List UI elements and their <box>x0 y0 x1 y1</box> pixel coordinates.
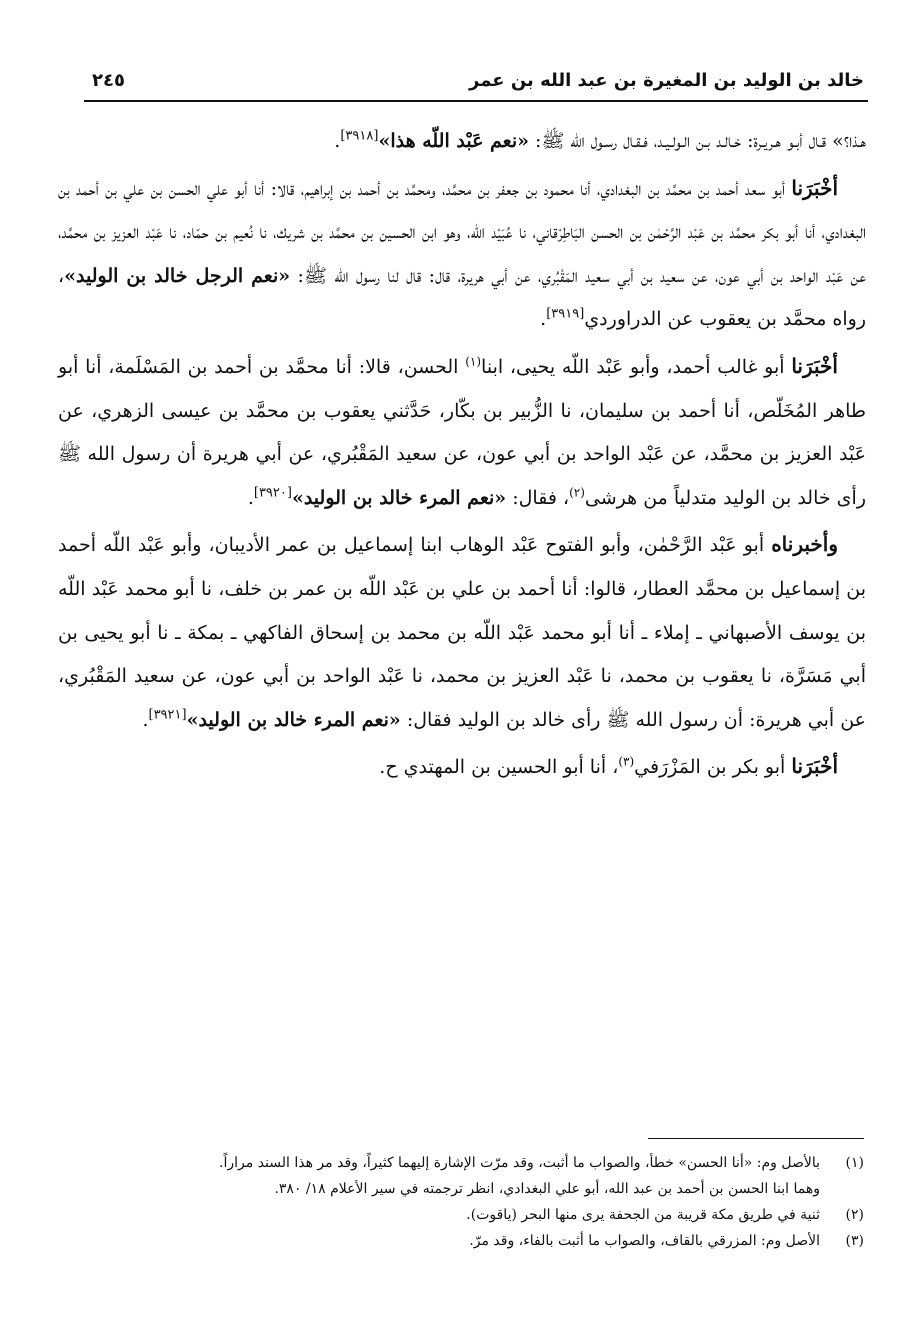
footnote-text: بالأصل وم: «أنا الحسن» خطأ، والصواب ما أثبت، وقد مرّت الإشارة إليهما كثيراً، وقد مر هذا السند مراراً. <box>219 1155 820 1171</box>
paragraph-lead: أخْبَرَنا <box>791 353 838 378</box>
footnote-text: الأصل وم: المزرقي بالقاف، والصواب ما أثبت بالفاء، وقد مرّ. <box>469 1233 820 1249</box>
footnote-3 <box>92 1228 864 1254</box>
footnote-number: (٢) <box>845 1207 864 1223</box>
footnote-number: (٣) <box>845 1233 864 1249</box>
footnote-text: ثنية في طريق مكة قريبة من الجحفة يرى منها البحر (ياقوت). <box>466 1207 820 1223</box>
paragraph-lead: وأخبرناه <box>771 532 838 557</box>
paragraph-1 <box>58 120 866 164</box>
paragraph-text-3: ، فقال: <box>506 486 570 509</box>
paragraph-5 <box>58 745 866 790</box>
footnote-rule <box>648 1138 864 1139</box>
footnote-1-continuation: وهما ابنا الحسن بن أحمد بن عبد الله، أبو علي البغدادي، انظر ترجمته في سير الأعلام ١٨/ ٣٨٠. <box>274 1181 820 1197</box>
footnotes <box>92 1150 864 1254</box>
hadith-number: [٣٩٢٠] <box>253 485 292 501</box>
hadith-number: [٣٩٢١] <box>148 707 187 723</box>
paragraph-text-2: الحسن، قالا: أنا محمَّد بن أحمد بن المَسْلَمة، أنا أبو طاهر المُخَلّص، أنا أحمد بن سليمان، نا الزُّبير بن بكّار، حَدَّثني يعقوب بن محمَّد بن عيسى الزهري، عن عَبْد العزيز بن محمَّد، عن عَبْد الواحد بن أبي عون، عن سعيد المَقْبُري، عن أبي هريرة أن رسول الله ﷺ رأى خالد بن الوليد متدلياً من هرشى <box>58 355 866 509</box>
paragraph-end: . <box>540 308 547 331</box>
hadith-quote: «نعم الرجل خالد بن الوليد» <box>64 264 291 287</box>
paragraph-text: أبو غالب أحمد، وأبو عَبْد اللّه يحيى، ابنا <box>481 355 792 378</box>
paragraph-text: أبو عَبْد الرَّحْمٰن، وأبو الفتوح عَبْد الوهاب ابنا إسماعيل بن عمر الأديبان، وأبو عَبْد اللّه أحمد بن إسماعيل بن محمَّد العطار، قالوا: أنا أحمد بن علي بن عَبْد اللّه بن عمر بن خلف، نا أبو محمد عَبْد اللّه بن يوسف الأصبهاني ـ إملاء ـ أنا أبو محمد عَبْد اللّه بن محمد بن إسحاق الفاكهي ـ بمكة ـ نا أبو يحيى بن أبي مَسَرَّة، نا يعقوب بن محمد، نا عَبْد العزيز بن محمد، نا عَبْد الواحد بن أبي عون، عن سعيد المَقْبُري، عن أبي هريرة: أن رسول الله ﷺ رأى خالد بن الوليد فقال: <box>58 534 867 731</box>
footnote-number: (١) <box>845 1155 864 1171</box>
paragraph-text: أبو سعد أحمد بن محمَّد بن البغدادي، أنا محمود بن جعفر بن محمَّد، ومحمَّد بن أحمد بن إبراهيم، قالا: أنا أبو علي الحسن بن علي بن أحمد بن البغدادي، أنا أبو بكر محمَّد بن عَبْد الرَّحْمٰن بن الحسن البَاطِرْقاني، نا عُبَيْد اللّه، وهو ابن الحسين بن محمَّد بن شريك، نا نُعيم بن حمّاد، نا عَبْد العزيز بن محمَّد، عن عَبْد الواحد بن أبي عون، عن سعيد بن أبي سعيد المَقْبُري، عن أبي هريرة، قال: قال لنا رسول الله ﷺ: <box>58 177 867 287</box>
running-title: خالد بن الوليد بن المغيرة بن عبد الله بن عمر <box>469 69 864 91</box>
hadith-number: [٣٩١٩] <box>546 307 585 323</box>
hadith-quote: «نعم المرء خالد بن الوليد» <box>291 486 507 509</box>
main-text <box>58 120 866 793</box>
paragraph-text: أبو بكر بن المَزْرَفي <box>634 756 792 779</box>
footnote-2 <box>92 1202 864 1228</box>
paragraph-4 <box>58 523 866 742</box>
footnote-marker: (٢) <box>569 485 585 500</box>
paragraph-lead: أخْبَرَنا <box>791 754 838 779</box>
paragraph-text: هـذا؟» قـال أبـو هـريـرة: خـالـد بـن الـولـيـد، فـقـال رسـول الله ﷺ: <box>529 130 866 152</box>
paragraph-end: . <box>334 130 341 152</box>
footnote-marker: (٣) <box>618 754 635 769</box>
paragraph-end: . <box>142 708 149 731</box>
hadith-number: [٣٩١٨] <box>340 128 379 144</box>
footnote-1 <box>92 1150 864 1176</box>
paragraph-end: . <box>247 486 254 509</box>
footnote-marker: (١) <box>465 354 482 369</box>
hadith-quote: «نعم المرء خالد بن الوليد» <box>186 708 401 731</box>
header-rule <box>84 100 868 102</box>
paragraph-lead: أخْبَرَنا <box>791 175 838 200</box>
page-header <box>92 62 864 98</box>
paragraph-text-2: ، رواه محمَّد بن يعقوب عن الدراوردي <box>58 264 866 331</box>
paragraph-2 <box>58 167 866 342</box>
hadith-quote: «نعم عَبْد اللّه هذا» <box>378 130 529 152</box>
paragraph-text-2: ، أنا أبو الحسين بن المهتدي ح. <box>379 756 619 779</box>
page-number: ٢٤٥ <box>92 69 125 91</box>
paragraph-3 <box>58 345 866 520</box>
